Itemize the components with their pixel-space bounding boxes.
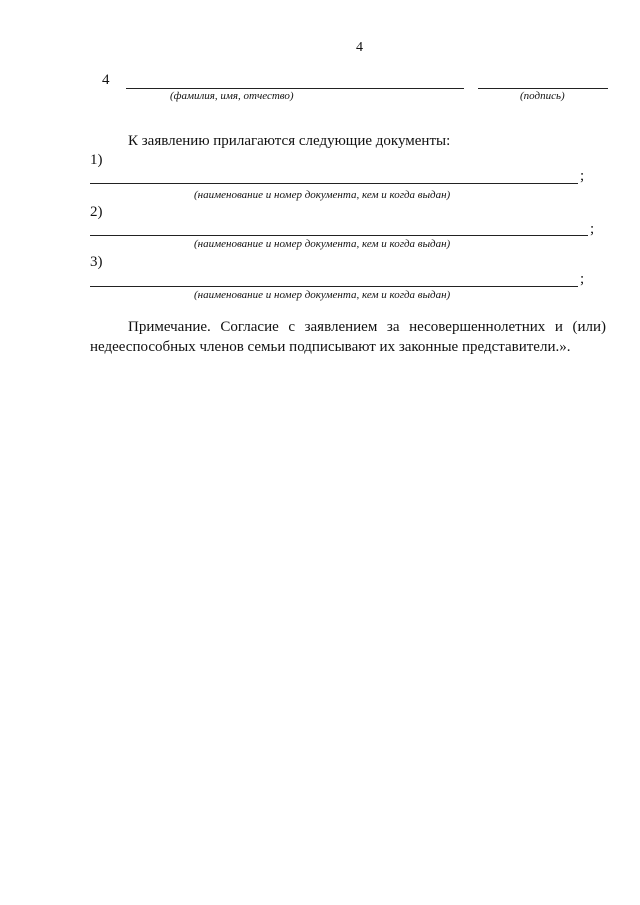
full-name-caption: (фамилия, имя, отчество): [170, 90, 294, 102]
signature-row-number: 4: [102, 72, 110, 88]
attachment-item-3-caption: (наименование и номер документа, кем и когда выдан): [194, 289, 451, 301]
signature-caption: (подпись): [520, 90, 565, 102]
attachment-item-2-semicolon: ;: [590, 221, 595, 237]
attachment-item-1-line: [90, 183, 578, 184]
note-paragraph: Примечание. Согласие с заявлением за несовершеннолетних и (или) недееспособных членов семьи подписывают их законные представители.».: [90, 319, 606, 355]
attachment-item-2-caption: (наименование и номер документа, кем и когда выдан): [194, 238, 451, 250]
attachment-item-3-semicolon: ;: [580, 271, 585, 287]
attachment-item-1-semicolon: ;: [580, 168, 585, 184]
attachment-item-2-line: [90, 235, 588, 236]
attachment-item-3-line: [90, 286, 578, 287]
attachments-intro: К заявлению прилагаются следующие документы:: [128, 133, 451, 149]
attachment-item-2-number: 2): [90, 204, 103, 220]
attachment-item-3-number: 3): [90, 254, 103, 270]
signature-line: [478, 88, 608, 89]
page-number: 4: [356, 40, 363, 55]
attachment-item-1-caption: (наименование и номер документа, кем и когда выдан): [194, 189, 451, 201]
attachment-item-1-number: 1): [90, 152, 103, 168]
full-name-line: [126, 88, 464, 89]
